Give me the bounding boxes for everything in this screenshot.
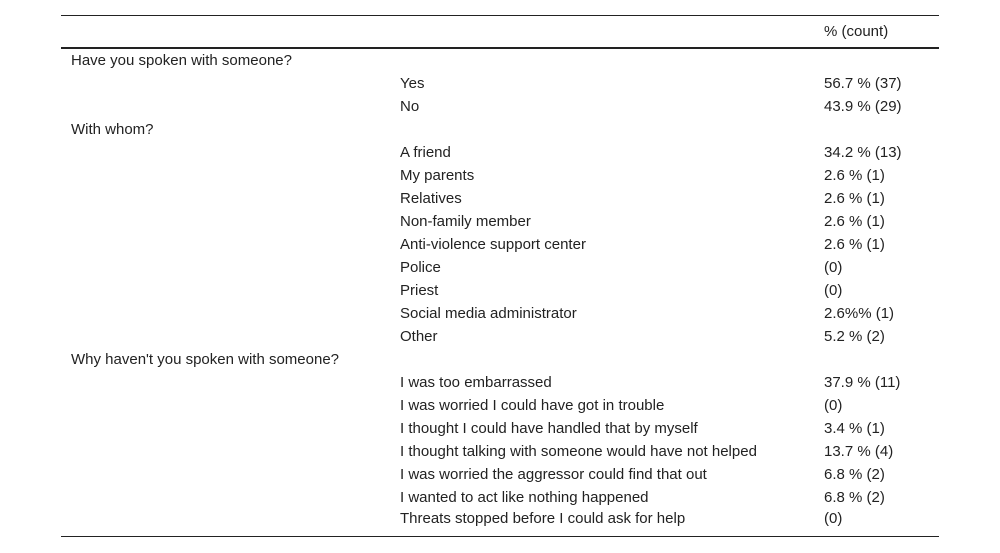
answer-value: 5.2 % (2) [824, 328, 885, 345]
answer-value: 13.7 % (4) [824, 443, 894, 460]
table-row [61, 417, 939, 440]
answer-label: A friend [400, 144, 451, 161]
table-row [61, 509, 939, 537]
answer-label: Priest [400, 282, 439, 299]
table-row [61, 233, 939, 256]
section-question-row [61, 48, 939, 72]
answer-label: Threats stopped before I could ask for help [400, 510, 686, 527]
answer-label: Anti-violence support center [400, 236, 586, 253]
header-question-col [61, 16, 400, 49]
survey-results-table [61, 15, 939, 537]
answer-value: (0) [824, 397, 843, 414]
answer-value: (0) [824, 282, 843, 299]
answer-value: 34.2 % (13) [824, 144, 902, 161]
section-question-row [61, 348, 939, 371]
header-row [61, 16, 939, 49]
question-label: Have you spoken with someone? [71, 52, 292, 69]
table-row [61, 256, 939, 279]
answer-label: I wanted to act like nothing happened [400, 489, 649, 506]
answer-label: I was worried the aggressor could find that out [400, 466, 707, 483]
header-percent-count-col: % (count) [824, 23, 889, 40]
section-question-row [61, 118, 939, 141]
answer-value: (0) [824, 259, 843, 276]
answer-label: My parents [400, 167, 475, 184]
answer-label: I thought talking with someone would have not helped [400, 443, 757, 460]
table-row [61, 394, 939, 417]
answer-value: 2.6%% (1) [824, 305, 895, 322]
table-row [61, 302, 939, 325]
table-row [61, 279, 939, 302]
table-body [61, 48, 939, 537]
answer-label: Social media administrator [400, 305, 577, 322]
table-row [61, 72, 939, 95]
answer-label: Other [400, 328, 438, 345]
table-row [61, 440, 939, 463]
table-row [61, 210, 939, 233]
question-label: Why haven't you spoken with someone? [71, 351, 340, 368]
table-row [61, 325, 939, 348]
table-header [61, 16, 939, 49]
answer-label: Non-family member [400, 213, 531, 230]
answer-value: 2.6 % (1) [824, 167, 885, 184]
question-label: With whom? [71, 121, 154, 138]
answer-label: I was worried I could have got in trouble [400, 397, 665, 414]
answer-value: (0) [824, 510, 843, 527]
answer-value: 56.7 % (37) [824, 75, 902, 92]
survey-table-container [61, 15, 939, 537]
answer-value: 2.6 % (1) [824, 190, 885, 207]
answer-label: Yes [400, 75, 425, 92]
header-answer-col [400, 16, 824, 49]
answer-value: 6.8 % (2) [824, 489, 885, 506]
answer-label: I thought I could have handled that by myself [400, 420, 698, 437]
answer-label: Police [400, 259, 441, 276]
answer-value: 37.9 % (11) [824, 374, 901, 391]
table-row [61, 463, 939, 486]
table-row [61, 95, 939, 118]
answer-value: 2.6 % (1) [824, 236, 885, 253]
answer-label: Relatives [400, 190, 462, 207]
answer-value: 43.9 % (29) [824, 98, 902, 115]
table-row [61, 164, 939, 187]
table-row [61, 141, 939, 164]
table-row [61, 371, 939, 394]
answer-label: I was too embarrassed [400, 374, 552, 391]
answer-value: 2.6 % (1) [824, 213, 885, 230]
answer-label: No [400, 98, 420, 115]
table-row [61, 486, 939, 509]
answer-value: 6.8 % (2) [824, 466, 885, 483]
table-row [61, 187, 939, 210]
answer-value: 3.4 % (1) [824, 420, 885, 437]
